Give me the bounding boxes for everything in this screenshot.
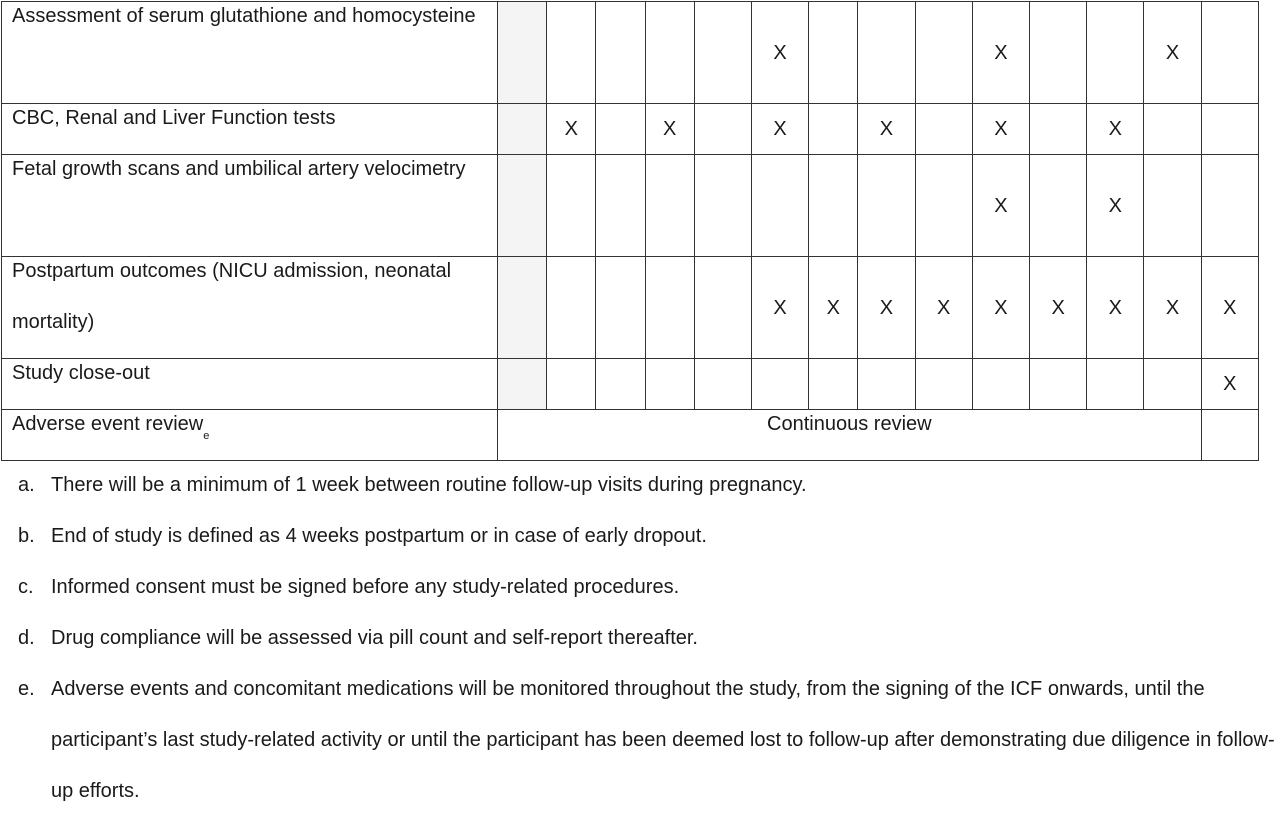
footnote-key: a. [18, 474, 35, 496]
table-cell [751, 155, 808, 257]
table-cell: X [1087, 104, 1144, 155]
table-cell [1201, 104, 1258, 155]
table-cell [547, 155, 596, 257]
table-cell [915, 359, 972, 410]
table-cell: X [1087, 257, 1144, 359]
footnote-key: b. [18, 525, 35, 547]
table-cell [972, 359, 1029, 410]
schedule-table [1, 1, 1259, 461]
adverse-event-row [2, 410, 1259, 461]
table-cell: X [1201, 359, 1258, 410]
table-cell [547, 257, 596, 359]
footnote-text: There will be a minimum of 1 week between routine follow-up visits during pregnancy. [51, 474, 807, 496]
footnote-key: d. [18, 627, 35, 649]
footnote-item [18, 613, 1280, 664]
table-cell [915, 2, 972, 104]
row-label: CBC, Renal and Liver Function tests [2, 104, 498, 155]
footnote-marker: e [203, 430, 210, 442]
table-cell: X [809, 257, 858, 359]
table-cell: X [547, 104, 596, 155]
table-row [2, 257, 1259, 359]
adverse-event-label: Adverse event review [12, 413, 204, 435]
table-cell: X [751, 257, 808, 359]
table-cell: X [751, 104, 808, 155]
table-cell [915, 155, 972, 257]
table-row [2, 2, 1259, 104]
table-cell [596, 359, 645, 410]
table-cell [809, 104, 858, 155]
footnote-key: c. [18, 576, 34, 598]
table-cell [694, 104, 751, 155]
table-cell [645, 257, 694, 359]
table-cell [645, 359, 694, 410]
table-cell: X [1030, 257, 1087, 359]
footnote-text: Drug compliance will be assessed via pill count and self-report thereafter. [51, 627, 698, 649]
table-cell [497, 2, 546, 104]
table-cell [645, 155, 694, 257]
table-cell [1201, 2, 1258, 104]
row-label: Fetal growth scans and umbilical artery velocimetry [2, 155, 498, 257]
table-cell: X [972, 104, 1029, 155]
row-label: Postpartum outcomes (NICU admission, neonatal mortality) [2, 257, 498, 359]
table-cell [1201, 155, 1258, 257]
table-cell: X [1201, 257, 1258, 359]
footnote-item [18, 511, 1280, 562]
table-cell: X [858, 257, 915, 359]
table-cell [1030, 104, 1087, 155]
table-cell [694, 155, 751, 257]
table-cell [596, 257, 645, 359]
table-cell [1144, 359, 1201, 410]
table-cell: X [858, 104, 915, 155]
table-cell [1144, 104, 1201, 155]
table-cell [1030, 2, 1087, 104]
table-cell [1030, 359, 1087, 410]
table-cell [915, 104, 972, 155]
table-cell [694, 359, 751, 410]
footnote-key: e. [18, 678, 35, 700]
schedule-body [2, 2, 1259, 461]
table-cell: X [645, 104, 694, 155]
continuous-review-cell: Continuous review [497, 410, 1201, 461]
table-cell: X [1144, 2, 1201, 104]
table-cell [596, 104, 645, 155]
table-cell [809, 155, 858, 257]
table-cell: X [751, 2, 808, 104]
row-label: Study close-out [2, 359, 498, 410]
table-cell [751, 359, 808, 410]
table-cell: X [1144, 257, 1201, 359]
table-cell [694, 257, 751, 359]
table-cell [497, 104, 546, 155]
table-cell: X [972, 2, 1029, 104]
table-cell [694, 2, 751, 104]
table-cell [547, 2, 596, 104]
footnotes [18, 460, 1280, 817]
table-cell [547, 359, 596, 410]
footnote-item [18, 664, 1280, 817]
table-cell: X [972, 257, 1029, 359]
table-cell [809, 359, 858, 410]
table-cell [809, 2, 858, 104]
table-cell [1087, 2, 1144, 104]
table-cell: X [915, 257, 972, 359]
table-cell [1144, 155, 1201, 257]
table-cell [1201, 410, 1258, 461]
table-row [2, 155, 1259, 257]
footnote-item [18, 562, 1280, 613]
table-cell [1030, 155, 1087, 257]
footnote-text: End of study is defined as 4 weeks postpartum or in case of early dropout. [51, 525, 707, 547]
table-cell: X [1087, 155, 1144, 257]
table-cell [1087, 359, 1144, 410]
table-cell [497, 257, 546, 359]
table-cell [497, 359, 546, 410]
table-cell: X [972, 155, 1029, 257]
row-label: Assessment of serum glutathione and homocysteine [2, 2, 498, 104]
footnote-text: Informed consent must be signed before any study-related procedures. [51, 576, 680, 598]
table-cell [596, 155, 645, 257]
table-cell [645, 2, 694, 104]
table-cell [858, 155, 915, 257]
footnote-item [18, 460, 1280, 511]
table-cell [497, 155, 546, 257]
table-cell [596, 2, 645, 104]
row-label [2, 410, 498, 461]
footnote-text: Adverse events and concomitant medications will be monitored throughout the study, from the signing of the ICF onwards, until the participant’s last study-related activity or until the participant has been deemed lost to follow-up after demonstrating due diligence in follow-up efforts. [51, 678, 1275, 802]
table-cell [858, 2, 915, 104]
table-cell [858, 359, 915, 410]
